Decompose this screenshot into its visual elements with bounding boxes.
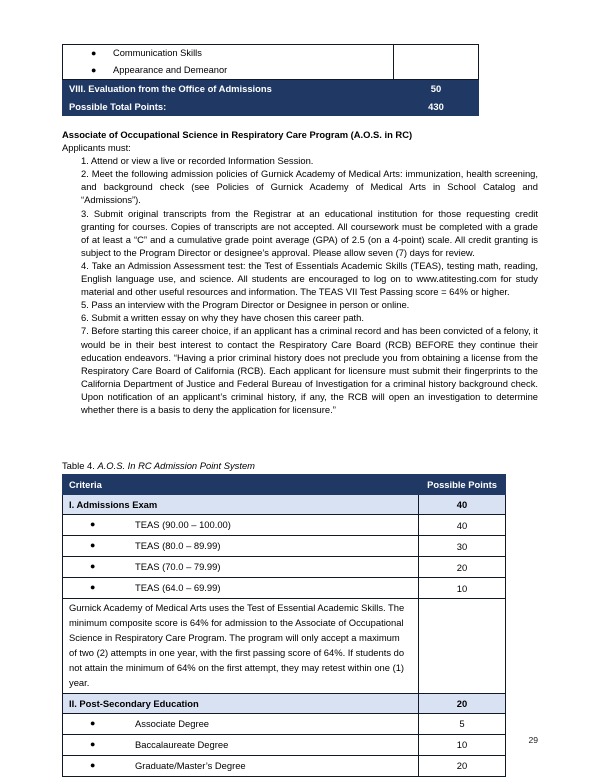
- criteria-label: TEAS (90.00 – 100.00): [135, 519, 231, 530]
- requirement-item-3: 3. Submit original transcripts from the Registrar at an educational institution for those requesting credit granting for courses. Copies of transcripts are not accepted. All coursework must be completed with a grade of at least a “C” and a cumulative grade point average (GPA) of 2.5 (on a 4-point) scale. All credit granting is subject to the Program Director or designee’s approval. Please allow seven (7) days for review.: [81, 207, 538, 258]
- table-row: [63, 713, 506, 734]
- criteria-cell: [63, 734, 419, 755]
- list-item: [63, 717, 418, 731]
- criteria-cell: [63, 515, 419, 536]
- points-cell: 40: [419, 515, 506, 536]
- bullet-icon: ●: [90, 519, 96, 529]
- section-points: 20: [419, 693, 506, 713]
- section-points: 40: [419, 495, 506, 515]
- bullet-list-cell: [63, 45, 394, 80]
- list-item: [63, 45, 393, 62]
- program-heading: Associate of Occupational Science in Respiratory Care Program (A.O.S. in RC): [62, 129, 413, 140]
- points-cell: 20: [419, 755, 506, 776]
- criteria-cell: [63, 557, 419, 578]
- table-header-row: [63, 475, 506, 495]
- points-cell-empty: [394, 45, 479, 80]
- criteria-label: TEAS (80.0 – 89.99): [135, 540, 221, 551]
- list-item: [63, 581, 418, 595]
- table-row-section-viii: [63, 80, 479, 98]
- list-item: [63, 62, 393, 79]
- list-item: [63, 759, 418, 773]
- list-item-label: Communication Skills: [113, 48, 202, 58]
- table-caption-prefix: Table 4.: [62, 460, 95, 471]
- admission-point-system-table: [62, 474, 506, 777]
- criteria-cell: [63, 578, 419, 599]
- points-cell: 30: [419, 536, 506, 557]
- table-row: [63, 515, 506, 536]
- list-item-label: Appearance and Demeanor: [113, 65, 228, 75]
- bullet-icon: ●: [90, 738, 96, 749]
- criteria-label: Graduate/Master’s Degree: [135, 759, 246, 771]
- applicants-must-label: Applicants must:: [62, 142, 131, 154]
- table-caption: [62, 459, 255, 472]
- bullet-icon: ●: [91, 65, 97, 75]
- table-row: [63, 734, 506, 755]
- section-label: II. Post-Secondary Education: [63, 693, 419, 713]
- bullet-icon: ●: [91, 48, 97, 58]
- criteria-label: TEAS (64.0 – 69.99): [135, 582, 221, 593]
- table-row-section-ii: [63, 693, 506, 713]
- list-item: [63, 738, 418, 752]
- bullet-icon: ●: [90, 561, 96, 571]
- column-header-possible-points: Possible Points: [419, 475, 506, 495]
- total-label: Possible Total Points:: [63, 98, 394, 116]
- bullet-icon: ●: [90, 582, 96, 592]
- section-label: VIII. Evaluation from the Office of Admissions: [63, 80, 394, 98]
- requirement-item-6: 6. Submit a written essay on why they have chosen this career path.: [81, 312, 364, 324]
- requirement-item-4: 4. Take an Admission Assessment test: the Test of Essentials Academic Skills (TEAS), testing math, reading, English language use, and science. All students are encouraged to log on to www.atitesting.com for study material and other useful resources and information. The TEAS VII Test Passing score = 64% or higher.: [81, 259, 538, 298]
- table-row-note: [63, 599, 506, 694]
- list-item: [63, 539, 418, 553]
- table-row: [63, 755, 506, 776]
- section-points: 50: [394, 80, 479, 98]
- total-points: 430: [394, 98, 479, 116]
- section-label: I. Admissions Exam: [63, 495, 419, 515]
- points-cell-empty: [419, 599, 506, 694]
- points-cell: 10: [419, 734, 506, 755]
- criteria-cell: [63, 713, 419, 734]
- requirement-item-7: 7. Before starting this career choice, if an applicant has a criminal record and has been convicted of a felony, it would be in their best interest to contact the Respiratory Care Board (RCB) BEFORE they continue their education endeavors. “Having a prior criminal history does not preclude you from obtaining a license from the Respiratory Care Board of California (RCB). Each applicant for licensure must submit their fingerprints to the California Department of Justice and Federal Bureau of Investigation for a criminal history background check. Upon notification of an applicant’s criminal history, if any, the RCB will open an investigation to determine whether there is a basis to deny the application for licensure.”: [81, 325, 538, 415]
- table-row: [63, 45, 479, 80]
- list-item: [63, 560, 418, 574]
- list-item: [63, 518, 418, 532]
- bullet-icon: ●: [90, 759, 96, 770]
- requirement-item-1: 1. Attend or view a live or recorded Information Session.: [81, 155, 314, 167]
- table-row: [63, 578, 506, 599]
- table-caption-title: A.O.S. In RC Admission Point System: [97, 460, 255, 471]
- page-number: 29: [528, 735, 538, 745]
- bullet-icon: ●: [90, 717, 96, 728]
- table-row-total: [63, 98, 479, 116]
- requirement-item-2: 2. Meet the following admission policies of Gurnick Academy of Medical Arts: immunization, health screening, and background check (see Policies of Gurnick Academy of Medical Arts in School Catalog and “Admissions”).: [81, 168, 538, 206]
- table-row: [63, 557, 506, 578]
- criteria-label: Baccalaureate Degree: [135, 738, 229, 750]
- column-header-criteria: Criteria: [63, 475, 419, 495]
- criteria-cell: [63, 536, 419, 557]
- points-cell: 10: [419, 578, 506, 599]
- points-cell: 20: [419, 557, 506, 578]
- table-row-section-i: [63, 495, 506, 515]
- table-row: [63, 536, 506, 557]
- criteria-cell: [63, 755, 419, 776]
- teas-note-text: Gurnick Academy of Medical Arts uses the Test of Essential Academic Skills. The minimum composite score is 64% for admission to the Associate of Occupational Science in Respiratory Care Program. The program will only accept a maximum of two (2) attempts in one year, with the first passing score of 64%. If students do not attain the minimum of 64% on the first attempt, they may retest within one (1) year.: [63, 599, 419, 694]
- criteria-label: TEAS (70.0 – 79.99): [135, 561, 221, 572]
- bullet-icon: ●: [90, 540, 96, 550]
- program-requirements-section: [62, 128, 538, 416]
- points-cell: 5: [419, 713, 506, 734]
- requirement-item-5: 5. Pass an interview with the Program Director or Designee in person or online.: [81, 299, 410, 311]
- criteria-label: Associate Degree: [135, 717, 209, 729]
- continued-points-table: [62, 44, 479, 116]
